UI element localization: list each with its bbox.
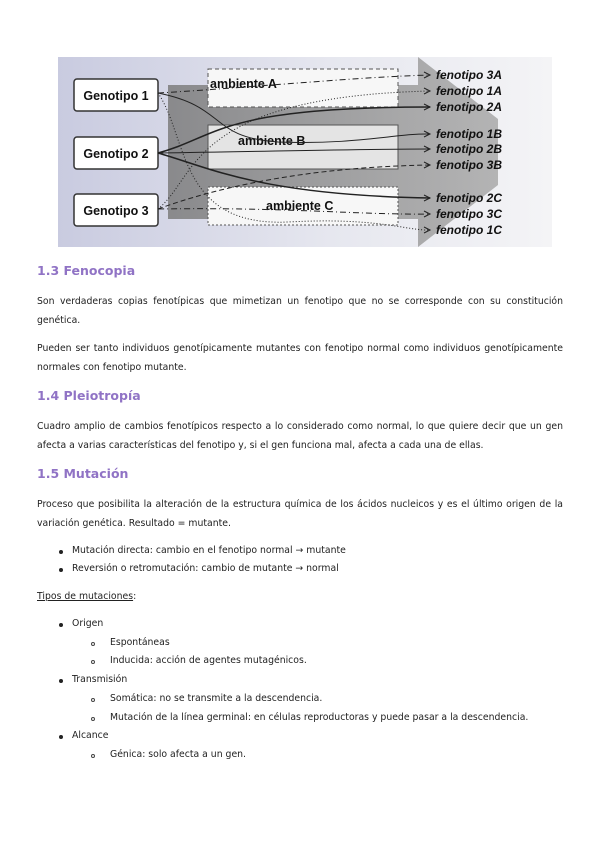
phenotype-label-1b: fenotipo 1B: [436, 127, 502, 141]
bullet-dot: [59, 550, 63, 554]
list-item-somatica: Somática: no se transmite a la descendencia.: [110, 693, 323, 704]
phenotype-label-2b: fenotipo 2B: [436, 142, 502, 156]
bullet-dot: [59, 679, 63, 683]
bullet-dot: [59, 568, 63, 572]
list-item-origen: Origen: [72, 618, 104, 629]
phenotype-label-2c: fenotipo 2C: [436, 191, 502, 205]
phenotype-label-2a: fenotipo 2A: [436, 100, 502, 114]
list-item-alcance: Alcance: [72, 730, 109, 741]
genotype-environment-figure: [58, 57, 552, 247]
types-heading-colon: :: [133, 591, 137, 602]
phenotype-label-1a: fenotipo 1A: [436, 84, 502, 98]
phenotype-label-3b: fenotipo 3B: [436, 158, 502, 172]
list-item-mutacion-directa: Mutación directa: cambio en el fenotipo normal → mutante: [72, 545, 346, 556]
paragraph-fenocopia-2: Pueden ser tanto individuos genotípicamente mutantes con fenotipo normal como individuos genotípicamente normales con fenotipo mutante.: [37, 343, 563, 373]
sub-bullet-circle: [91, 717, 95, 721]
phenotype-label-1c: fenotipo 1C: [436, 223, 502, 237]
paragraph-pleiotropia-1: Cuadro amplio de cambios fenotípicos respecto a lo considerado como normal, lo que quiere decir que un gen afecta a varias características del fenotipo y, si el gen funciona mal, afecta a cada una de ellas.: [37, 421, 563, 451]
types-heading-text: Tipos de mutaciones: [37, 591, 134, 602]
bullet-dot: [59, 735, 63, 739]
sub-bullet-circle: [91, 698, 95, 702]
genotype-label-3: Genotipo 3: [83, 204, 149, 218]
environment-label-b: ambiente B: [238, 134, 306, 148]
list-item-reversion: Reversión o retromutación: cambio de mutante → normal: [72, 563, 339, 574]
section-title-mutacion: 1.5 Mutación: [37, 466, 129, 481]
bullet-dot: [59, 623, 63, 627]
genotype-label-1: Genotipo 1: [83, 89, 149, 103]
phenotype-label-3a: fenotipo 3A: [436, 68, 502, 82]
environment-label-c: ambiente C: [266, 199, 334, 213]
phenotype-label-3c: fenotipo 3C: [436, 207, 502, 221]
paragraph-mutacion-1: Proceso que posibilita la alteración de la estructura química de los ácidos nucleicos y es el último origen de la variación genética. Resultado = mutante.: [37, 499, 563, 529]
sub-bullet-circle: [91, 642, 95, 646]
list-item-linea-germinal: Mutación de la línea germinal: en células reproductoras y puede pasar a la descendencia.: [110, 712, 529, 723]
types-heading: [37, 590, 136, 604]
section-title-fenocopia: 1.3 Fenocopia: [37, 263, 136, 278]
list-item-inducida: Inducida: acción de agentes mutagénicos.: [110, 655, 307, 666]
environment-label-a: ambiente A: [210, 77, 277, 91]
list-item-transmision: Transmisión: [72, 674, 128, 685]
sub-bullet-circle: [91, 754, 95, 758]
sub-bullet-circle: [91, 660, 95, 664]
genotype-label-2: Genotipo 2: [83, 147, 149, 161]
list-item-genica: Génica: solo afecta a un gen.: [110, 749, 247, 760]
list-item-espontaneas: Espontáneas: [110, 637, 170, 648]
section-title-pleiotropia: 1.4 Pleiotropía: [37, 388, 141, 403]
paragraph-fenocopia-1: Son verdaderas copias fenotípicas que mimetizan un fenotipo que no se corresponde con su constitución genética.: [37, 296, 563, 326]
